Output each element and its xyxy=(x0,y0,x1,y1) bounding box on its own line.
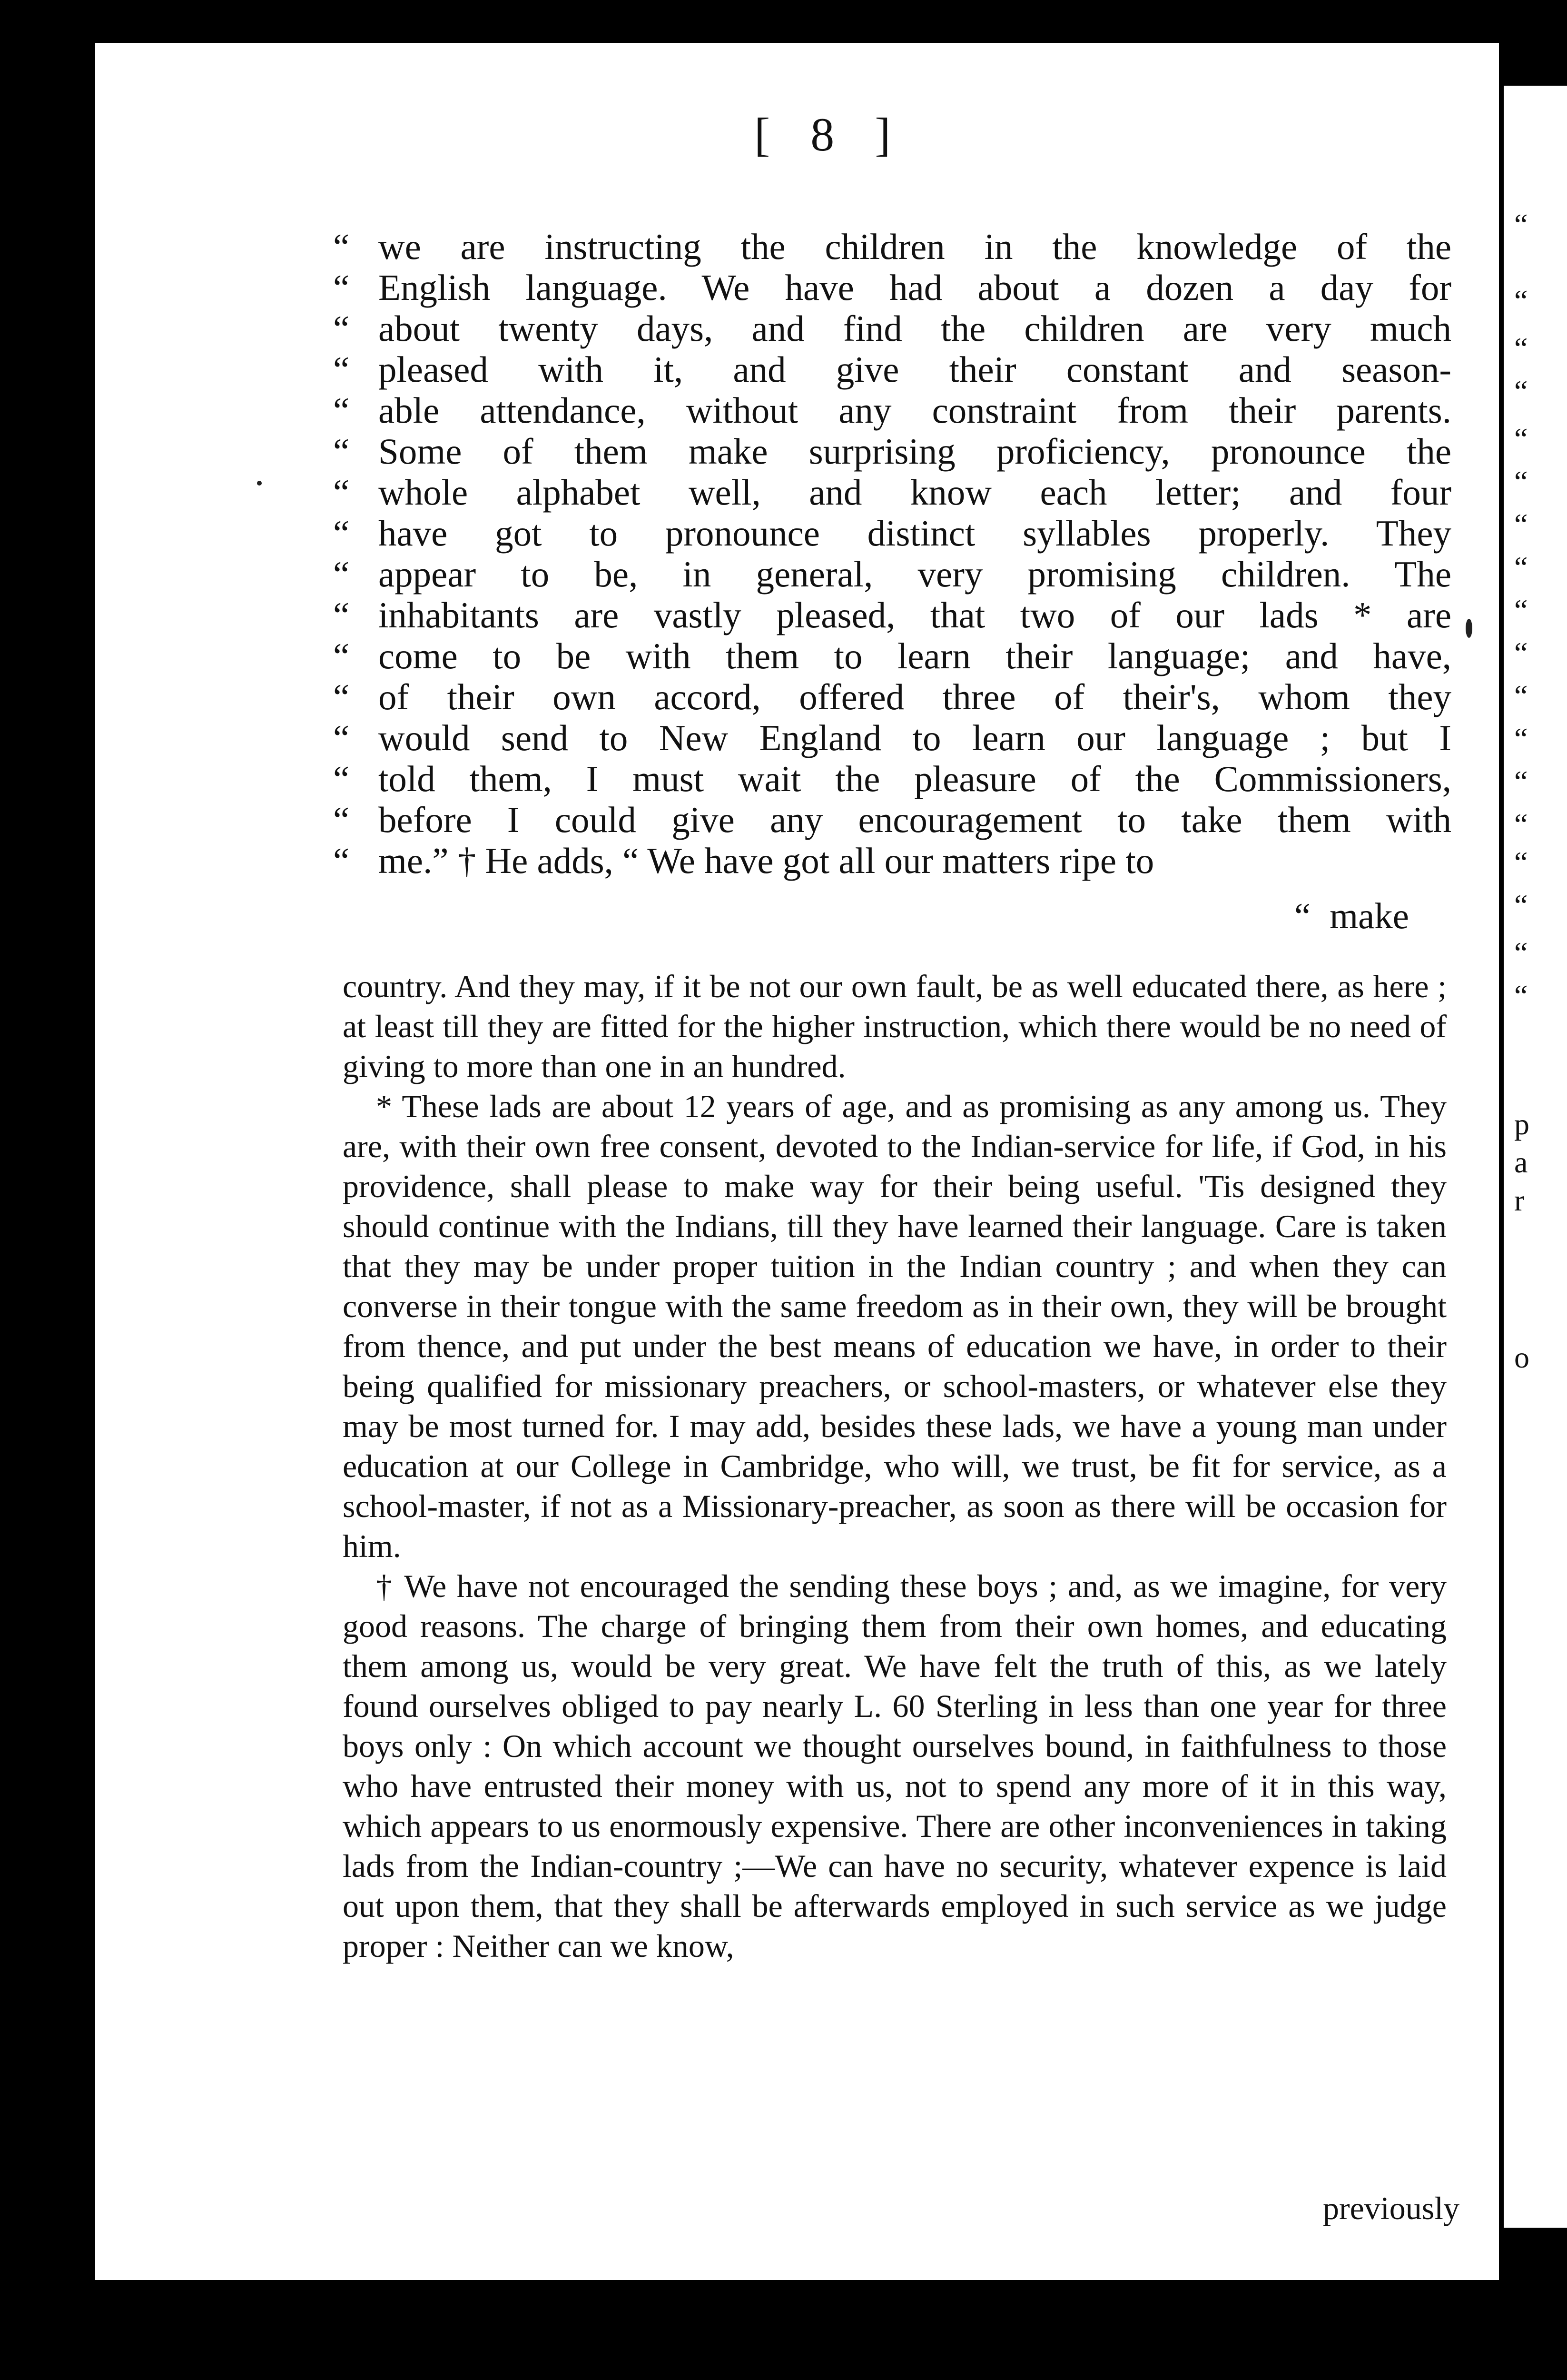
quote-mark: “ xyxy=(333,226,350,267)
quote-mark: “ xyxy=(333,799,350,840)
quote-mark: “ xyxy=(333,717,350,758)
strip-mark: “ xyxy=(1514,764,1528,798)
catchword-text: make xyxy=(1330,895,1409,936)
quote-line-text: told them, I must wait the pleasure of the Commissioners, xyxy=(378,758,1451,799)
ink-speck xyxy=(257,481,262,486)
adjacent-page-strip xyxy=(1504,86,1567,2228)
strip-mark: “ xyxy=(1514,374,1528,408)
strip-mark: “ xyxy=(1514,807,1528,841)
strip-mark: r xyxy=(1514,1183,1525,1217)
strip-mark: “ xyxy=(1514,208,1528,241)
quote-line-text: Some of them make surprising proficiency, pronounce the xyxy=(378,431,1451,472)
catchword-quote-mark: “ xyxy=(1294,895,1311,936)
quote-line-text: English language. We have had about a dozen a day for xyxy=(378,267,1451,308)
quote-mark: “ xyxy=(333,390,350,431)
strip-mark: “ xyxy=(1514,936,1528,970)
quote-mark: “ xyxy=(333,758,350,799)
quoted-letter xyxy=(333,226,1451,881)
quote-line xyxy=(333,308,1451,349)
strip-mark: o xyxy=(1514,1340,1529,1374)
quote-line xyxy=(333,431,1451,472)
quote-line xyxy=(333,595,1451,635)
quote-mark: “ xyxy=(333,431,350,472)
strip-mark: “ xyxy=(1514,722,1528,755)
ink-speck xyxy=(1466,619,1472,638)
quote-mark: “ xyxy=(333,472,350,513)
quote-mark: “ xyxy=(333,840,350,881)
quote-mark: “ xyxy=(333,554,350,595)
quote-line-text: we are instructing the children in the knowledge of the xyxy=(378,226,1451,267)
strip-mark: “ xyxy=(1514,331,1528,365)
strip-mark: p xyxy=(1514,1107,1529,1141)
quote-line-text: of their own accord, offered three of their's, whom they xyxy=(378,676,1451,717)
quote-mark: “ xyxy=(333,308,350,349)
page-end-catchword: previously xyxy=(1323,2190,1460,2226)
quote-line-text: whole alphabet well, and know each letter; and four xyxy=(378,472,1451,513)
quote-line xyxy=(333,226,1451,267)
quote-mark: “ xyxy=(333,635,350,676)
strip-mark: “ xyxy=(1514,593,1528,627)
quote-line xyxy=(333,349,1451,390)
quote-line xyxy=(333,635,1451,676)
quote-line xyxy=(333,840,1451,881)
strip-mark: “ xyxy=(1514,422,1528,456)
quote-line-text: me.” † He adds, “ We have got all our matters ripe to xyxy=(378,840,1154,881)
quote-line-text: able attendance, without any constraint from their parents. xyxy=(378,390,1451,431)
quote-mark: “ xyxy=(333,676,350,717)
quote-line xyxy=(333,758,1451,799)
strip-mark: “ xyxy=(1514,465,1528,498)
page-number: [ 8 ] xyxy=(754,108,905,161)
footnote-star: * These lads are about 12 years of age, and as promising as any among us. They are, with their own free consent, devoted to the Indian-service for life, if God, in his providence, shall please to make way for their being useful. 'Tis designed they should continue with the Indians, till they have learned their language. Care is taken that they may be under proper tuition in the Indian country ; and when they can converse in their tongue with the same freedom as in their own, they will be brought from thence, and put under the best means of education we have, in order to their being qualified for missionary preachers, or school-masters, or whatever else they may be most turned for. I may add, besides these lads, we have a young man under education at our College in Cambridge, who will, we trust, be fit for service, as a school-master, if not as a Missionary-preacher, as soon as there will be occasion for him. xyxy=(343,1088,1447,1564)
quote-line-text: about twenty days, and find the children are very much xyxy=(378,308,1451,349)
quote-line xyxy=(333,676,1451,717)
quote-line xyxy=(333,267,1451,308)
footnote-dagger: † We have not encouraged the sending these boys ; and, as we imagine, for very good reasons. The charge of bringing them from their own homes, and educating them among us, would be very great. We have felt the truth of this, as we lately found ourselves obliged to pay nearly L. 60 Sterling in less than one year for three boys only : On which account we thought ourselves bound, in faithfulness to those who have entrusted their money with us, not to spend any more of it in this way, which appears to us enormously expensive. There are other inconveniences in taking lads from the Indian-country ;—We can have no security, whatever expence is laid out upon them, that they shall be afterwards employed in such service as we judge proper : Neither can we know, xyxy=(343,1568,1447,1964)
strip-mark: “ xyxy=(1514,679,1528,713)
quote-line xyxy=(333,513,1451,554)
quote-mark: “ xyxy=(333,513,350,554)
strip-mark: “ xyxy=(1514,636,1528,670)
quote-mark: “ xyxy=(333,349,350,390)
strip-mark: a xyxy=(1514,1145,1528,1179)
quote-mark: “ xyxy=(333,595,350,635)
strip-mark: “ xyxy=(1514,845,1528,879)
quote-line-text: appear to be, in general, very promising children. The xyxy=(378,554,1451,595)
quote-line-text: pleased with it, and give their constant and season- xyxy=(378,349,1451,390)
strip-mark: “ xyxy=(1514,888,1528,922)
quote-line-text: before I could give any encouragement to take them with xyxy=(378,799,1451,840)
quote-catchword xyxy=(1294,895,1409,937)
quote-line xyxy=(333,390,1451,431)
footnote-continuation: country. And they may, if it be not our own fault, be as well educated there, as here ; at least till they are fitted for the higher instruction, which there would be no need of giving to more than one in an hundred. xyxy=(343,968,1447,1084)
quote-line xyxy=(333,799,1451,840)
quote-line-text: have got to pronounce distinct syllables properly. They xyxy=(378,513,1451,554)
strip-mark: “ xyxy=(1514,979,1528,1012)
strip-mark: “ xyxy=(1514,284,1528,317)
quote-line xyxy=(333,717,1451,758)
quote-mark: “ xyxy=(333,267,350,308)
quote-line xyxy=(333,472,1451,513)
quote-line xyxy=(333,554,1451,595)
quote-line-text: would send to New England to learn our language ; but I xyxy=(378,717,1451,758)
strip-mark: “ xyxy=(1514,550,1528,584)
strip-mark: “ xyxy=(1514,507,1528,541)
quote-line-text: inhabitants are vastly pleased, that two of our lads * are xyxy=(378,595,1451,635)
footnotes xyxy=(343,966,1447,1966)
quote-line-text: come to be with them to learn their language; and have, xyxy=(378,635,1451,676)
